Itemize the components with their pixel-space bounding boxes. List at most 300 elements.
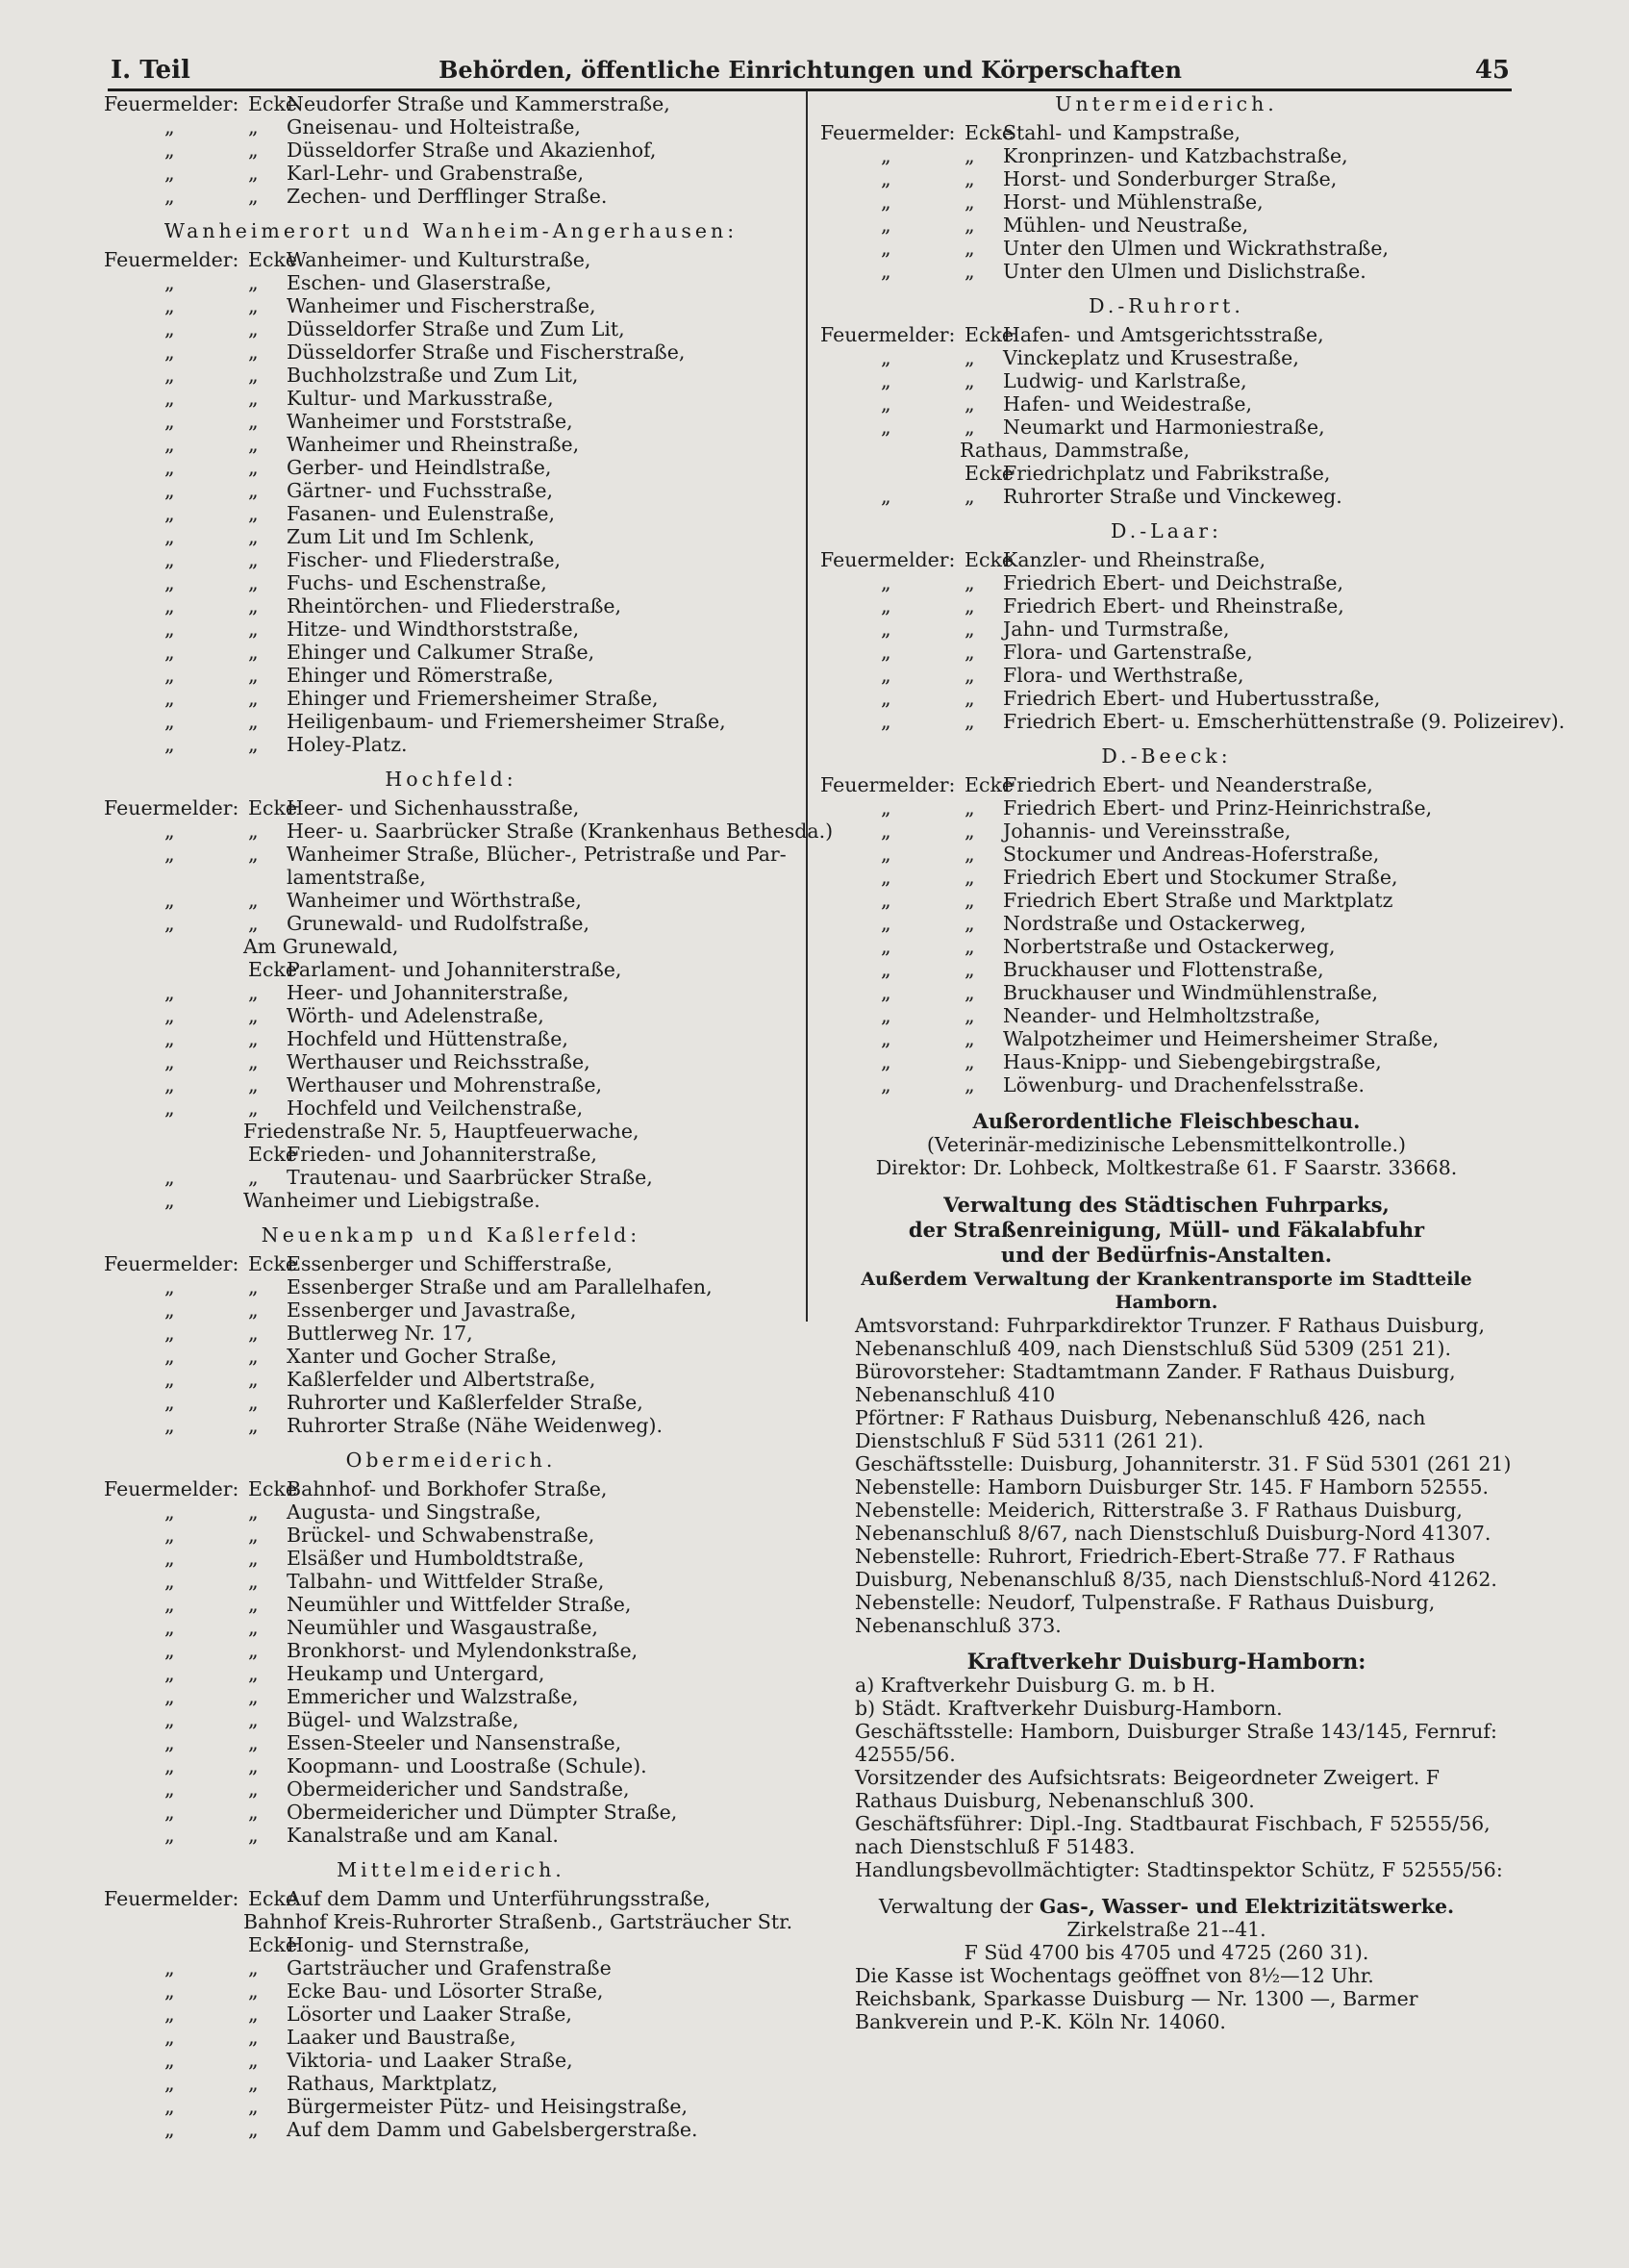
- entry-text: Zechen- und Derfflinger Straße.: [287, 185, 608, 208]
- block-title-prefix: Verwaltung der: [878, 1895, 1034, 1918]
- entry-text: Auf dem Damm und Unterführungsstraße,: [287, 1887, 712, 1910]
- entry-text: Heer- u. Saarbrücker Straße (Krankenhaus Bethesda.): [287, 819, 834, 843]
- entry-text: Bruckhauser und Windmühlenstraße,: [1003, 981, 1379, 1004]
- list-item: „ „ Friedrich Ebert und Stockumer Straße,: [881, 866, 1398, 889]
- list-item: Ecke Parlament- und Johanniterstraße,: [248, 958, 622, 981]
- entry-text: Bügel- und Walzstraße,: [287, 1708, 519, 1731]
- list-item: [104, 1120, 798, 1143]
- list-item: Feuermelder: Ecke Stahl- und Kampstraße,: [820, 121, 1241, 144]
- entry-text: Norbertstraße und Ostackerweg,: [1003, 935, 1336, 958]
- entry-text: Elsäßer und Humboldtstraße,: [287, 1547, 585, 1570]
- list-item: [104, 1910, 798, 1933]
- block-subtitle: (Veterinär-medizinische Lebensmittelkontrolle.): [926, 1133, 1407, 1156]
- entry-text: Bahnhof- und Borkhofer Straße,: [287, 1477, 608, 1500]
- page-header: [111, 56, 1510, 88]
- entry-text: Neudorfer Straße und Kammerstraße,: [287, 92, 670, 115]
- list-item: Feuermelder: Ecke Essenberger und Schifferstraße,: [104, 1252, 613, 1275]
- list-item: „ „ Hitze- und Windthorststraße,: [164, 617, 580, 641]
- entry-text: Friedrich Ebert und Stockumer Straße,: [1003, 866, 1398, 889]
- entry-text: Talbahn- und Wittfelder Straße,: [287, 1570, 605, 1593]
- list-item: „ „ Flora- und Gartenstraße,: [881, 641, 1253, 664]
- entry-text: Ludwig- und Karlstraße,: [1003, 369, 1247, 392]
- list-item: „ „ Elsäßer und Humboldtstraße,: [164, 1547, 585, 1570]
- block-title: Außerordentliche Fleischbeschau.: [972, 1109, 1361, 1133]
- entry-text: Gärtner- und Fuchsstraße,: [287, 479, 554, 502]
- entry-text: Ecke Bau- und Lösorter Straße,: [287, 1979, 604, 2003]
- entry-text: Hafen- und Amtsgerichtsstraße,: [1003, 323, 1324, 346]
- block-text: Bürovorsteher: Stadtamtmann Zander. F Rathaus Duisburg, Nebenanschluß 410: [855, 1360, 1456, 1406]
- block-text: Geschäftsstelle: Duisburg, Johanniterstr. 31. F Süd 5301 (261 21): [855, 1452, 1512, 1475]
- block-text: F Süd 4700 bis 4705 und 4725 (260 31).: [964, 1941, 1369, 1964]
- entry-label: Feuermelder:: [104, 248, 239, 271]
- list-item: „ „ Gartsträucher und Grafenstraße: [164, 1956, 612, 1979]
- entry-text: Kanzler- und Rheinstraße,: [1003, 548, 1266, 571]
- entry-label: Feuermelder:: [104, 92, 239, 115]
- list-item: „ „ Bruckhauser und Flottenstraße,: [881, 958, 1324, 981]
- entry-text: Grunewald- und Rudolfstraße,: [287, 912, 590, 935]
- list-item: Ecke Frieden- und Johanniterstraße,: [248, 1143, 597, 1166]
- list-item: „ „ Holey-Platz.: [164, 733, 408, 756]
- list-item: „ „ Wörth- und Adelenstraße,: [164, 1004, 544, 1027]
- section-beeck: [820, 744, 1513, 1096]
- entry-text: Heer- und Sichenhausstraße,: [287, 796, 580, 819]
- entry-text: Essenberger und Schifferstraße,: [287, 1252, 613, 1275]
- entry-label: Feuermelder:: [104, 796, 239, 819]
- list-item: „ „ Vinckeplatz und Krusestraße,: [881, 346, 1299, 369]
- entry-text: Auf dem Damm und Gabelsbergerstraße.: [287, 2118, 698, 2141]
- block-text: Nebenstelle: Neudorf, Tulpenstraße. F Rathaus Duisburg, Nebenanschluß 373.: [855, 1591, 1436, 1637]
- entry-label: Feuermelder:: [104, 1887, 239, 1910]
- right-column: [820, 92, 1566, 2033]
- entry-text: lamentstraße,: [287, 866, 426, 889]
- list-item: „ „ Neumühler und Wittfelder Straße,: [164, 1593, 632, 1616]
- list-item: „ „ Viktoria- und Laaker Straße,: [164, 2049, 573, 2072]
- part-label: I. Teil: [111, 56, 190, 85]
- entry-text: Horst- und Mühlenstraße,: [1003, 190, 1264, 214]
- entry-text: Hochfeld und Veilchenstraße,: [287, 1096, 584, 1120]
- list-item: „ „ Grunewald- und Rudolfstraße,: [164, 912, 590, 935]
- section-gaswerke: [820, 1881, 1513, 2033]
- list-item: „ „ Emmericher und Walzstraße,: [164, 1685, 579, 1708]
- list-item: „ „ Norbertstraße und Ostackerweg,: [881, 935, 1336, 958]
- list-item: „ „ Fischer- und Fliederstraße,: [164, 548, 562, 571]
- list-item: „ „ Zechen- und Derfflinger Straße.: [164, 185, 608, 208]
- entry-text: Kronprinzen- und Katzbachstraße,: [1003, 144, 1348, 167]
- list-item: „ „ Kanalstraße und am Kanal.: [164, 1824, 559, 1847]
- list-item: „ „ Gerber- und Heindlstraße,: [164, 456, 552, 479]
- list-item: „ „ Bügel- und Walzstraße,: [164, 1708, 519, 1731]
- list-item: „ „ Düsseldorfer Straße und Fischerstraße,: [164, 340, 686, 364]
- section-neudorf: [104, 92, 798, 208]
- entry-text: Gerber- und Heindlstraße,: [287, 456, 552, 479]
- entry-text: Stockumer und Andreas-Hoferstraße,: [1003, 843, 1380, 866]
- list-item: „ „ Kultur- und Markusstraße,: [164, 387, 554, 410]
- list-item: Feuermelder: Ecke Hafen- und Amtsgerichtsstraße,: [820, 323, 1324, 346]
- entry-text: Neumarkt und Harmoniestraße,: [1003, 416, 1325, 439]
- entry-text: Brückel- und Schwabenstraße,: [287, 1524, 595, 1547]
- entry-text: Flora- und Werthstraße,: [1003, 664, 1244, 687]
- entry-text: Xanter und Gocher Straße,: [287, 1345, 558, 1368]
- list-item: „ „ Essen-Steeler und Nansenstraße,: [164, 1731, 622, 1754]
- list-item: „ „ Haus-Knipp- und Siebengebirgstraße,: [881, 1050, 1382, 1073]
- list-item: Feuermelder: Ecke Wanheimer- und Kulturstraße,: [104, 248, 591, 271]
- list-item: „ „ Friedrich Ebert Straße und Marktplatz: [881, 889, 1393, 912]
- list-item: „ „ Walpotzheimer und Heimersheimer Straße,: [881, 1027, 1440, 1050]
- section-wanheimerort: [104, 219, 798, 756]
- list-item: Ecke Friedrichplatz und Fabrikstraße,: [965, 462, 1331, 485]
- list-item: „ „ Karl-Lehr- und Grabenstraße,: [164, 162, 585, 185]
- entry-text: Neander- und Helmholtzstraße,: [1003, 1004, 1321, 1027]
- section-title: Obermeiderich.: [345, 1449, 557, 1472]
- section-title: D.-Laar:: [1111, 519, 1222, 542]
- entry-text: Unter den Ulmen und Dislichstraße.: [1003, 260, 1366, 283]
- list-item: „ „ Werthauser und Mohrenstraße,: [164, 1073, 602, 1096]
- entry-label: Feuermelder:: [104, 1477, 239, 1500]
- list-item: „ „ Mühlen- und Neustraße,: [881, 214, 1249, 237]
- section-title: D.-Beeck:: [1101, 744, 1232, 768]
- entry-text: Neumühler und Wittfelder Straße,: [287, 1593, 632, 1616]
- entry-text: Flora- und Gartenstraße,: [1003, 641, 1253, 664]
- entry-text: Ehinger und Römerstraße,: [287, 664, 554, 687]
- list-item: „ „ Kronprinzen- und Katzbachstraße,: [881, 144, 1348, 167]
- entry-text: Düsseldorfer Straße und Zum Lit,: [287, 317, 625, 340]
- entry-text: Wanheimer und Liebigstraße.: [243, 1189, 540, 1212]
- entry-text: Nordstraße und Ostackerweg,: [1003, 912, 1307, 935]
- block-title-bold: Gas-, Wasser- und Elektrizitätswerke.: [1039, 1895, 1455, 1918]
- list-item: „ „ Horst- und Sonderburger Straße,: [881, 167, 1338, 190]
- entry-text: Viktoria- und Laaker Straße,: [287, 2049, 573, 2072]
- entry-text: Stahl- und Kampstraße,: [1003, 121, 1241, 144]
- list-item: „ „ Buchholzstraße und Zum Lit,: [164, 364, 579, 387]
- entry-text: Bahnhof Kreis-Ruhrorter Straßenb., Gartsträucher Str.: [243, 1910, 793, 1933]
- entry-text: Ehinger und Friemersheimer Straße,: [287, 687, 659, 710]
- list-item: „ „ Gneisenau- und Holteistraße,: [164, 115, 581, 139]
- entry-text: Bruckhauser und Flottenstraße,: [1003, 958, 1324, 981]
- entry-text: Hitze- und Windthorststraße,: [287, 617, 580, 641]
- entry-text: Buttlerweg Nr. 17,: [287, 1322, 473, 1345]
- list-item: „ „ Eschen- und Glaserstraße,: [164, 271, 552, 294]
- section-ruhrort: [820, 294, 1513, 508]
- entry-text: Bronkhorst- und Mylendonkstraße,: [287, 1639, 639, 1662]
- list-item: „ „ Ruhrorter Straße und Vinckeweg.: [881, 485, 1342, 508]
- list-item: „ „ Wanheimer und Wörthstraße,: [164, 889, 582, 912]
- list-item: Feuermelder: Ecke Friedrich Ebert- und Neanderstraße,: [820, 773, 1373, 796]
- entry-text: Fasanen- und Eulenstraße,: [287, 502, 556, 525]
- entry-text: Essen-Steeler und Nansenstraße,: [287, 1731, 622, 1754]
- entry-text: Augusta- und Singstraße,: [287, 1500, 541, 1524]
- block-text: Vorsitzender des Aufsichtsrats: Beigeordneter Zweigert. F Rathaus Duisburg, Nebenanschluß 300.: [855, 1766, 1441, 1812]
- entry-text: Düsseldorfer Straße und Akazienhof,: [287, 139, 657, 162]
- entry-text: Jahn- und Turmstraße,: [1003, 617, 1230, 641]
- entry-label: Feuermelder:: [820, 121, 956, 144]
- list-item: „ „ Wanheimer und Forststraße,: [164, 410, 573, 433]
- section-hochfeld: [104, 768, 834, 1212]
- list-item: „ „ Ludwig- und Karlstraße,: [881, 369, 1247, 392]
- entry-text: Laaker und Baustraße,: [287, 2026, 516, 2049]
- section-laar: [820, 519, 1566, 733]
- left-column: [104, 92, 834, 2141]
- list-item: „ „ Jahn- und Turmstraße,: [881, 617, 1230, 641]
- block-text: Amtsvorstand: Fuhrparkdirektor Trunzer. F Rathaus Duisburg, Nebenanschluß 409, nach Dienstschluß Süd 5309 (251 21).: [855, 1314, 1486, 1360]
- entry-text: Ehinger und Calkumer Straße,: [287, 641, 595, 664]
- list-item: [820, 439, 1513, 462]
- list-item: „ „ Augusta- und Singstraße,: [164, 1500, 541, 1524]
- entry-text: Werthauser und Reichsstraße,: [287, 1050, 590, 1073]
- entry-label: Feuermelder:: [820, 773, 956, 796]
- entry-text: Werthauser und Mohrenstraße,: [287, 1073, 602, 1096]
- entry-text: Friedrich Ebert- und Deichstraße,: [1003, 571, 1344, 594]
- list-item: „ „ Friedrich Ebert- und Rheinstraße,: [881, 594, 1344, 617]
- list-item: „ „ Ecke Bau- und Lösorter Straße,: [164, 1979, 604, 2003]
- entry-text: Haus-Knipp- und Siebengebirgstraße,: [1003, 1050, 1382, 1073]
- list-item: „ „ Hochfeld und Hüttenstraße,: [164, 1027, 568, 1050]
- entry-text: Friedrich Ebert Straße und Marktplatz: [1003, 889, 1393, 912]
- entry-text: Buchholzstraße und Zum Lit,: [287, 364, 579, 387]
- entry-text: Johannis- und Vereinsstraße,: [1003, 819, 1291, 843]
- entry-text: Ruhrorter Straße (Nähe Weidenweg).: [287, 1414, 663, 1437]
- entry-text: Hafen- und Weidestraße,: [1003, 392, 1252, 416]
- section-title: D.-Ruhrort.: [1089, 294, 1244, 317]
- list-item: „ „ Buttlerweg Nr. 17,: [164, 1322, 473, 1345]
- list-item: „ „ Bürgermeister Pütz- und Heisingstraße,: [164, 2095, 689, 2118]
- entry-text: Wörth- und Adelenstraße,: [287, 1004, 544, 1027]
- list-item: „ „ Heiligenbaum- und Friemersheimer Straße,: [164, 710, 726, 733]
- list-item: „ „ Wanheimer Straße, Blücher-, Petristraße und Par-: [164, 843, 787, 866]
- entry-text: Emmericher und Walzstraße,: [287, 1685, 579, 1708]
- entry-text: Mühlen- und Neustraße,: [1003, 214, 1249, 237]
- list-item: „ „ Flora- und Werthstraße,: [881, 664, 1244, 687]
- entry-text: Friedrich Ebert- und Rheinstraße,: [1003, 594, 1344, 617]
- list-item: „ „ Johannis- und Vereinsstraße,: [881, 819, 1291, 843]
- list-item: „ „ Wanheimer und Rheinstraße,: [164, 433, 580, 456]
- block-title: der Straßenreinigung, Müll- und Fäkalabfuhr: [908, 1218, 1425, 1242]
- entry-label: Feuermelder:: [820, 548, 956, 571]
- list-item: „ „ Friedrich Ebert- und Hubertusstraße,: [881, 687, 1381, 710]
- entry-text: Lösorter und Laaker Straße,: [287, 2003, 572, 2026]
- entry-label: Feuermelder:: [820, 323, 956, 346]
- entry-text: Koopmann- und Loostraße (Schule).: [287, 1754, 647, 1777]
- list-item: Feuermelder: Ecke Auf dem Damm und Unterführungsstraße,: [104, 1887, 712, 1910]
- entry-text: Unter den Ulmen und Wickrathstraße,: [1003, 237, 1390, 260]
- block-text: Nebenstelle: Ruhrort, Friedrich-Ebert-Straße 77. F Rathaus Duisburg, Nebenanschluß 8/35, nach Dienstschluß-Nord 41262.: [855, 1545, 1497, 1591]
- entry-label: Feuermelder:: [104, 1252, 239, 1275]
- list-item: „ „ Essenberger und Javastraße,: [164, 1298, 577, 1322]
- section-neuenkamp: [104, 1223, 798, 1437]
- entry-text: Löwenburg- und Drachenfelsstraße.: [1003, 1073, 1365, 1096]
- entry-text: Düsseldorfer Straße und Fischerstraße,: [287, 340, 686, 364]
- section-title: Mittelmeiderich.: [337, 1858, 565, 1881]
- section-title: Wanheimerort und Wanheim-Angerhausen:: [163, 219, 739, 242]
- list-item: „ „ Obermeidericher und Sandstraße,: [164, 1777, 630, 1801]
- column-divider: [806, 90, 808, 1322]
- header-title: Behörden, öffentliche Einrichtungen und Körperschaften: [439, 56, 1182, 84]
- section-fleischbeschau: [820, 1096, 1513, 1179]
- list-item: „ „ Essenberger Straße und am Parallelhafen,: [164, 1275, 713, 1298]
- entry-text: Friedrich Ebert- und Neanderstraße,: [1003, 773, 1373, 796]
- entry-text: Eschen- und Glaserstraße,: [287, 271, 552, 294]
- entry-text: Fischer- und Fliederstraße,: [287, 548, 562, 571]
- entry-text: Friedrich Ebert- und Prinz-Heinrichstraße,: [1003, 796, 1433, 819]
- block-text: Reichsbank, Sparkasse Duisburg — Nr. 1300 —, Barmer Bankverein und P.-K. Köln Nr. 14060.: [855, 1987, 1418, 2033]
- list-item: „ „ Talbahn- und Wittfelder Straße,: [164, 1570, 605, 1593]
- list-item: „ „ Trautenau- und Saarbrücker Straße,: [164, 1166, 653, 1189]
- list-item: „ „ Friedrich Ebert- und Deichstraße,: [881, 571, 1344, 594]
- list-item: „ „ Neumarkt und Harmoniestraße,: [881, 416, 1325, 439]
- list-item: „ „ Werthauser und Reichsstraße,: [164, 1050, 590, 1073]
- list-item: „ „ Ruhrorter Straße (Nähe Weidenweg).: [164, 1414, 663, 1437]
- list-item: „ „ Ehinger und Friemersheimer Straße,: [164, 687, 659, 710]
- list-item: „ „ Auf dem Damm und Gabelsbergerstraße.: [164, 2118, 698, 2141]
- list-item: „ „ Kaßlerfelder und Albertstraße,: [164, 1368, 596, 1391]
- list-item: „ „ Unter den Ulmen und Wickrathstraße,: [881, 237, 1390, 260]
- page-number: 45: [1474, 56, 1510, 85]
- entry-text: Ruhrorter und Kaßlerfelder Straße,: [287, 1391, 643, 1414]
- block-text: Pförtner: F Rathaus Duisburg, Nebenanschluß 426, nach Dienstschluß F Süd 5311 (261 21).: [855, 1406, 1426, 1452]
- block-text: Geschäftsführer: Dipl.-Ing. Stadtbaurat Fischbach, F 52555/56, nach Dienstschluß F 51483.: [855, 1812, 1491, 1858]
- entry-text: Karl-Lehr- und Grabenstraße,: [287, 162, 585, 185]
- entry-text: Kaßlerfelder und Albertstraße,: [287, 1368, 596, 1391]
- entry-text: Friedenstraße Nr. 5, Hauptfeuerwache,: [243, 1120, 639, 1143]
- list-item: „ „ Friedrich Ebert- u. Emscherhüttenstraße (9. Polizeirev).: [881, 710, 1566, 733]
- entry-text: Zum Lit und Im Schlenk,: [287, 525, 535, 548]
- entry-text: Frieden- und Johanniterstraße,: [287, 1143, 597, 1166]
- list-item: „ „ Bronkhorst- und Mylendonkstraße,: [164, 1639, 639, 1662]
- entry-text: Ruhrorter Straße und Vinckeweg.: [1003, 485, 1342, 508]
- list-item: „ „ Fasanen- und Eulenstraße,: [164, 502, 556, 525]
- section-title: Untermeiderich.: [1055, 92, 1278, 115]
- entry-text: Wanheimer- und Kulturstraße,: [287, 248, 591, 271]
- entry-text: Rathaus, Dammstraße,: [960, 439, 1190, 462]
- entry-text: Wanheimer und Forststraße,: [287, 410, 573, 433]
- list-item: „ „ Heer- u. Saarbrücker Straße (Krankenhaus Bethesda.): [164, 819, 834, 843]
- list-item: Feuermelder: Ecke Neudorfer Straße und Kammerstraße,: [104, 92, 670, 115]
- entry-text: Wanheimer Straße, Blücher-, Petristraße und Par-: [287, 843, 787, 866]
- list-item: „ „ Stockumer und Andreas-Hoferstraße,: [881, 843, 1380, 866]
- entry-text: Friedrichplatz und Fabrikstraße,: [1003, 462, 1331, 485]
- entry-text: Am Grunewald,: [243, 935, 399, 958]
- list-item: „ „ Hochfeld und Veilchenstraße,: [164, 1096, 584, 1120]
- list-item: „ „ Unter den Ulmen und Dislichstraße.: [881, 260, 1366, 283]
- list-item: „ „ Koopmann- und Loostraße (Schule).: [164, 1754, 647, 1777]
- list-item: „ „ Xanter und Gocher Straße,: [164, 1345, 558, 1368]
- block-text: Die Kasse ist Wochentags geöffnet von 8½—12 Uhr.: [855, 1964, 1374, 1987]
- list-item: „ „ Ehinger und Römerstraße,: [164, 664, 554, 687]
- entry-text: Bürgermeister Pütz- und Heisingstraße,: [287, 2095, 689, 2118]
- entry-text: Horst- und Sonderburger Straße,: [1003, 167, 1338, 190]
- list-item: „ „ Ruhrorter und Kaßlerfelder Straße,: [164, 1391, 643, 1414]
- list-item: Feuermelder: Ecke Heer- und Sichenhausstraße,: [104, 796, 580, 819]
- list-item: Feuermelder: Ecke Bahnhof- und Borkhofer Straße,: [104, 1477, 608, 1500]
- block-text: Geschäftsstelle: Hamborn, Duisburger Straße 143/145, Fernruf: 42555/56.: [855, 1720, 1497, 1766]
- entry-text: Wanheimer und Rheinstraße,: [287, 433, 580, 456]
- section-kraftverkehr: [820, 1637, 1513, 1881]
- list-item: „ „ Horst- und Mühlenstraße,: [881, 190, 1264, 214]
- list-item: „ „ Fuchs- und Eschenstraße,: [164, 571, 547, 594]
- section-title: Hochfeld:: [385, 768, 517, 791]
- entry-text: Trautenau- und Saarbrücker Straße,: [287, 1166, 653, 1189]
- entry-text: Friedrich Ebert- und Hubertusstraße,: [1003, 687, 1381, 710]
- list-item: „ „ Rheintörchen- und Fliederstraße,: [164, 594, 622, 617]
- section-mittelmeiderich: [104, 1858, 798, 2141]
- entry-text: Rathaus, Marktplatz,: [287, 2072, 498, 2095]
- entry-text: Wanheimer und Wörthstraße,: [287, 889, 582, 912]
- list-item: „ „ Neumühler und Wasgaustraße,: [164, 1616, 598, 1639]
- block-text: Direktor: Dr. Lohbeck, Moltkestraße 61. F Saarstr. 33668.: [875, 1156, 1458, 1179]
- entry-text: Essenberger und Javastraße,: [287, 1298, 577, 1322]
- entry-text: Obermeidericher und Dümpter Straße,: [287, 1801, 678, 1824]
- block-text: Nebenstelle: Meiderich, Ritterstraße 3. F Rathaus Duisburg, Nebenanschluß 8/67, nach Dienstschluß Duisburg-Nord 41307.: [855, 1499, 1491, 1545]
- list-item: „ „ Brückel- und Schwabenstraße,: [164, 1524, 595, 1547]
- entry-text: Gartsträucher und Grafenstraße: [287, 1956, 612, 1979]
- section-obermeiderich: [104, 1449, 798, 1847]
- block-text: Zirkelstraße 21--41.: [1066, 1918, 1266, 1941]
- list-item: „ „ Düsseldorfer Straße und Zum Lit,: [164, 317, 625, 340]
- entry-text: Vinckeplatz und Krusestraße,: [1003, 346, 1299, 369]
- section-title: Neuenkamp und Kaßlerfeld:: [261, 1223, 641, 1247]
- list-item: „ „ Düsseldorfer Straße und Akazienhof,: [164, 139, 657, 162]
- entry-text: Fuchs- und Eschenstraße,: [287, 571, 547, 594]
- section-untermeiderich: [820, 92, 1513, 283]
- block-text: Nebenstelle: Hamborn Duisburger Str. 145. F Hamborn 52555.: [855, 1475, 1490, 1499]
- list-item: „ „ Friedrich Ebert- und Prinz-Heinrichstraße,: [881, 796, 1433, 819]
- entry-text: Walpotzheimer und Heimersheimer Straße,: [1003, 1027, 1440, 1050]
- list-item: „ „ Nordstraße und Ostackerweg,: [881, 912, 1307, 935]
- block-subtitle: Außerdem Verwaltung der Krankentransporte im Stadtteile Hamborn.: [861, 1269, 1472, 1313]
- list-item: Ecke Honig- und Sternstraße,: [248, 1933, 531, 1956]
- list-item: „ „ Rathaus, Marktplatz,: [164, 2072, 498, 2095]
- entry-text: Parlament- und Johanniterstraße,: [287, 958, 622, 981]
- entry-text: Essenberger Straße und am Parallelhafen,: [287, 1275, 713, 1298]
- entry-text: Kanalstraße und am Kanal.: [287, 1824, 559, 1847]
- list-item: [104, 935, 798, 958]
- header-rule: [108, 88, 1512, 91]
- entry-text: Kultur- und Markusstraße,: [287, 387, 554, 410]
- entry-text: Heukamp und Untergard,: [287, 1662, 545, 1685]
- list-item: „ „ Zum Lit und Im Schlenk,: [164, 525, 535, 548]
- list-item: „ „ Obermeidericher und Dümpter Straße,: [164, 1801, 678, 1824]
- entry-text: Holey-Platz.: [287, 733, 408, 756]
- block-title: und der Bedürfnis-Anstalten.: [1000, 1243, 1333, 1267]
- list-item: Feuermelder: Ecke Kanzler- und Rheinstraße,: [820, 548, 1266, 571]
- entry-text: Honig- und Sternstraße,: [287, 1933, 531, 1956]
- list-item: „ „ Hafen- und Weidestraße,: [881, 392, 1252, 416]
- block-text: a) Kraftverkehr Duisburg G. m. b H.: [855, 1674, 1216, 1697]
- list-item: „ „ Wanheimer und Fischerstraße,: [164, 294, 596, 317]
- list-item: „ Wanheimer und Liebigstraße.: [164, 1189, 540, 1212]
- entry-text: Heiligenbaum- und Friemersheimer Straße,: [287, 710, 726, 733]
- entry-text: Obermeidericher und Sandstraße,: [287, 1777, 630, 1801]
- entry-text: Wanheimer und Fischerstraße,: [287, 294, 596, 317]
- list-item: „ „ Neander- und Helmholtzstraße,: [881, 1004, 1321, 1027]
- list-item: „ „ Löwenburg- und Drachenfelsstraße.: [881, 1073, 1365, 1096]
- entry-text: Gneisenau- und Holteistraße,: [287, 115, 581, 139]
- section-fuhrpark: [820, 1193, 1513, 1637]
- entry-text: Friedrich Ebert- u. Emscherhüttenstraße (9. Polizeirev).: [1003, 710, 1566, 733]
- entry-text: Rheintörchen- und Fliederstraße,: [287, 594, 622, 617]
- block-title: Kraftverkehr Duisburg-Hamborn:: [966, 1650, 1366, 1675]
- entry-text: Heer- und Johanniterstraße,: [287, 981, 569, 1004]
- list-item: „ „ Lösorter und Laaker Straße,: [164, 2003, 572, 2026]
- block-text: b) Städt. Kraftverkehr Duisburg-Hamborn.: [855, 1697, 1283, 1720]
- block-title: [820, 1895, 1513, 1918]
- entry-text: Neumühler und Wasgaustraße,: [287, 1616, 598, 1639]
- list-item: „ „ Heukamp und Untergard,: [164, 1662, 545, 1685]
- list-item: „ „ Gärtner- und Fuchsstraße,: [164, 479, 554, 502]
- list-item: „ „ Ehinger und Calkumer Straße,: [164, 641, 595, 664]
- block-text: Handlungsbevollmächtigter: Stadtinspektor Schütz, F 52555/56:: [855, 1858, 1503, 1881]
- block-title: Verwaltung des Städtischen Fuhrparks,: [943, 1193, 1390, 1217]
- list-item: „ „ Heer- und Johanniterstraße,: [164, 981, 569, 1004]
